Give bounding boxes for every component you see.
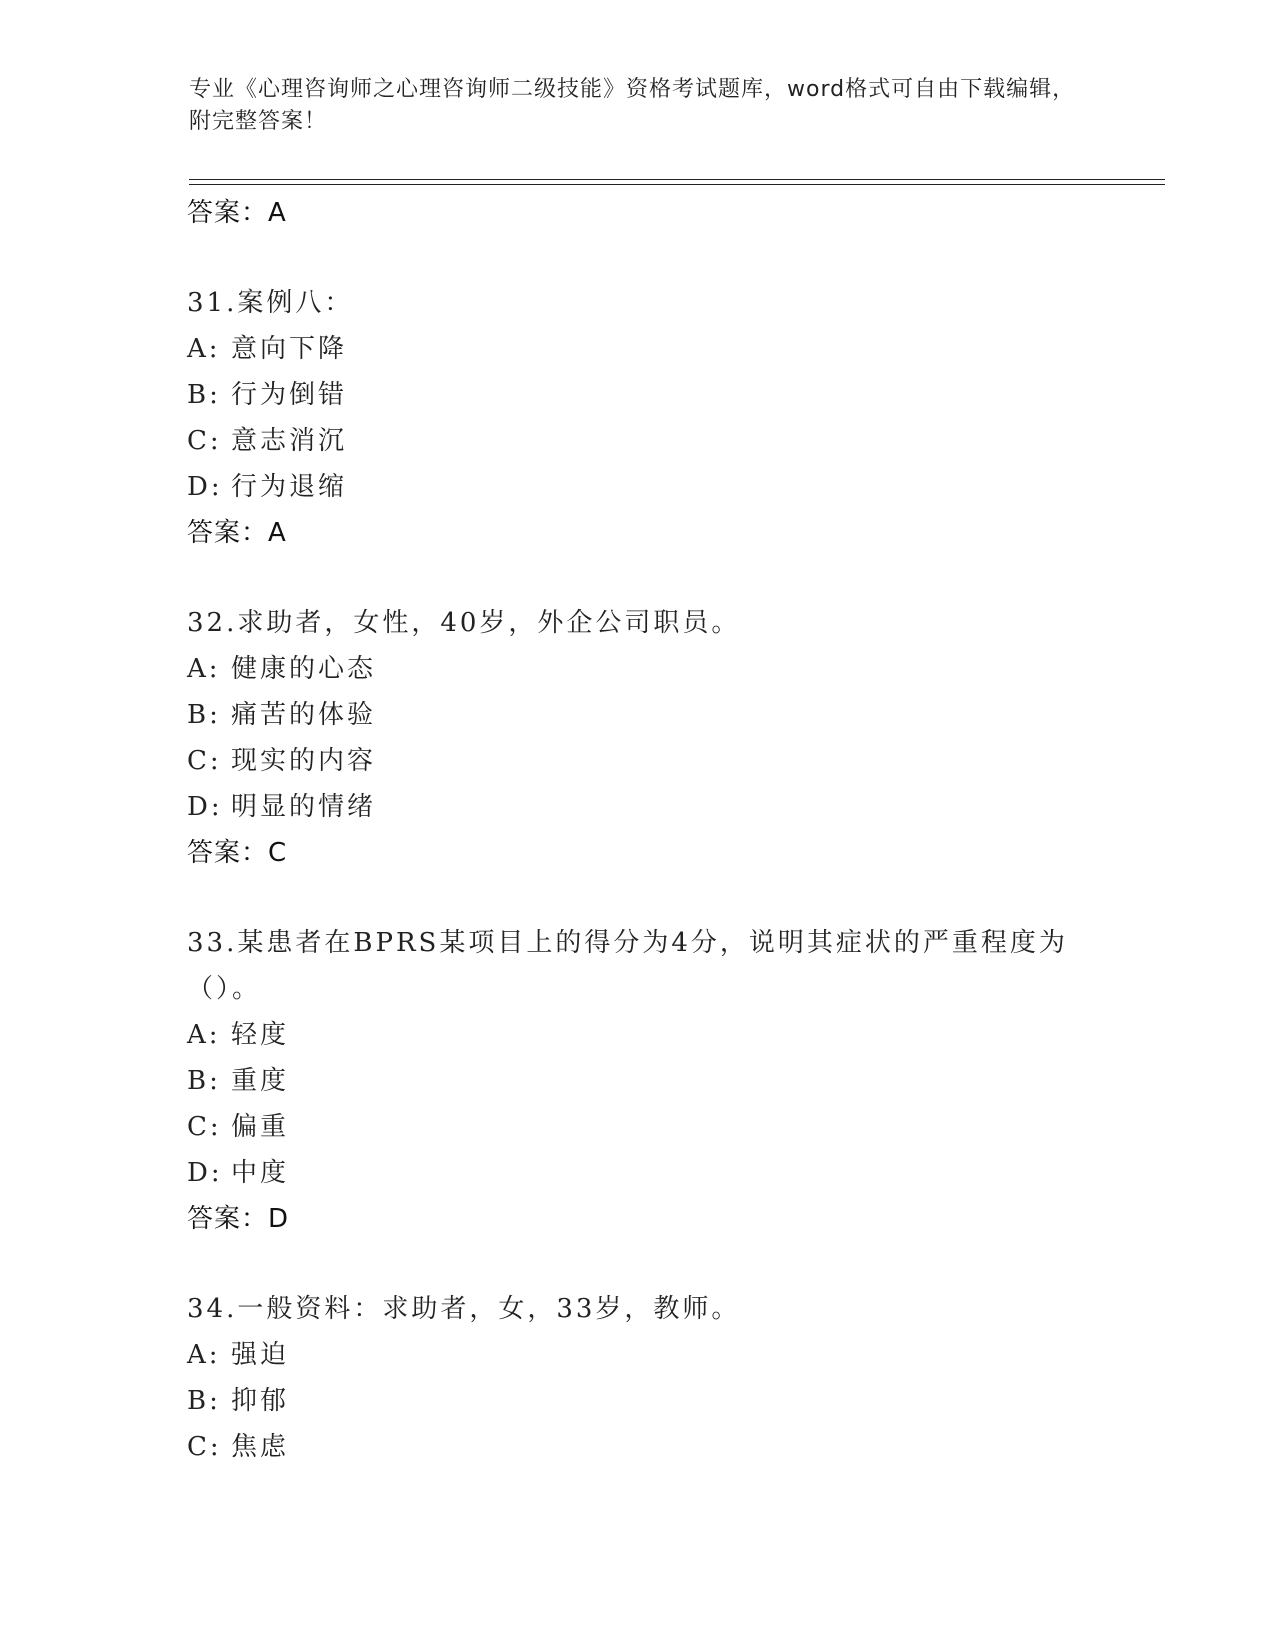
option-letter: C:	[187, 746, 222, 776]
answer-line: 答案：A	[187, 198, 287, 228]
question-33	[187, 920, 1087, 1242]
answer-line: 答案：D	[187, 1204, 290, 1234]
answer-line: 答案：C	[187, 838, 288, 868]
option-a	[187, 1012, 1087, 1058]
option-letter: A:	[187, 1020, 221, 1050]
option-d	[187, 784, 1087, 830]
option-c	[187, 738, 1087, 784]
option-a	[187, 326, 1087, 372]
option-letter: B:	[187, 1066, 221, 1096]
option-text: 抑郁	[231, 1386, 290, 1416]
option-text: 现实的内容	[231, 746, 377, 776]
option-text: 重度	[231, 1066, 290, 1096]
option-c	[187, 418, 1087, 464]
option-letter: D:	[187, 792, 223, 822]
option-text: 行为倒错	[231, 380, 348, 410]
option-letter: C:	[187, 1432, 222, 1462]
option-text: 行为退缩	[231, 472, 348, 502]
question-31	[187, 280, 1087, 556]
option-letter: A:	[187, 1340, 221, 1370]
option-c	[187, 1424, 1087, 1470]
question-stem: 33.某患者在BPRS某项目上的得分为4分，说明其症状的严重程度为（）。	[187, 928, 1068, 1004]
document-header: 专业《心理咨询师之心理咨询师二级技能》资格考试题库，word格式可自由下载编辑，附完整答案！	[189, 77, 1076, 134]
option-d	[187, 1150, 1087, 1196]
option-letter: C:	[187, 1112, 222, 1142]
option-letter: B:	[187, 380, 221, 410]
option-b	[187, 1058, 1087, 1104]
option-d	[187, 464, 1087, 510]
option-b	[187, 1378, 1087, 1424]
header-divider	[189, 179, 1165, 185]
option-text: 意向下降	[231, 334, 348, 364]
option-b	[187, 372, 1087, 418]
option-text: 意志消沉	[231, 426, 348, 456]
option-b	[187, 692, 1087, 738]
question-34	[187, 1286, 1087, 1470]
option-a	[187, 646, 1087, 692]
question-stem: 34.一般资料：求助者，女，33岁，教师。	[187, 1294, 741, 1324]
option-letter: A:	[187, 654, 221, 684]
option-text: 焦虑	[231, 1432, 290, 1462]
question-32	[187, 600, 1087, 876]
question-stem: 31.案例八：	[187, 288, 354, 318]
question-list	[187, 190, 1087, 1470]
option-text: 轻度	[231, 1020, 290, 1050]
option-text: 中度	[231, 1158, 290, 1188]
option-text: 明显的情绪	[231, 792, 377, 822]
option-text: 强迫	[231, 1340, 290, 1370]
option-a	[187, 1332, 1087, 1378]
option-letter: B:	[187, 700, 221, 730]
answer-line: 答案：A	[187, 518, 287, 548]
option-letter: D:	[187, 1158, 223, 1188]
option-text: 痛苦的体验	[231, 700, 377, 730]
option-text: 偏重	[231, 1112, 290, 1142]
option-text: 健康的心态	[231, 654, 377, 684]
option-letter: C:	[187, 426, 222, 456]
option-letter: D:	[187, 472, 223, 502]
question-stem: 32.求助者，女性，40岁，外企公司职员。	[187, 608, 741, 638]
option-letter: B:	[187, 1386, 221, 1416]
option-letter: A:	[187, 334, 221, 364]
option-c	[187, 1104, 1087, 1150]
